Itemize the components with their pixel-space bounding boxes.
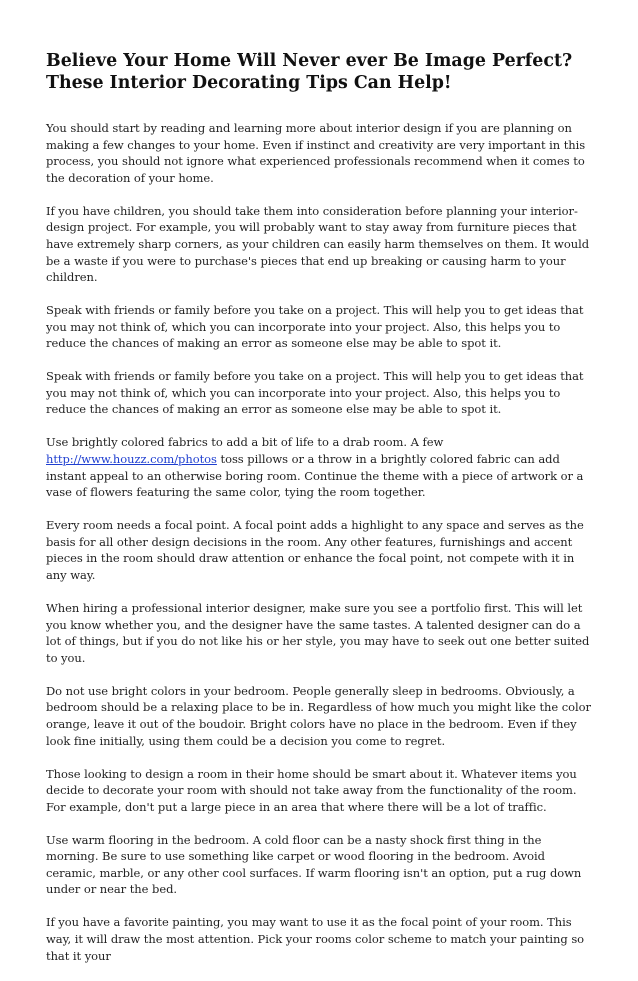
paragraph-fabrics-text-after: toss pillows or a throw in a brightly colored fabric can add instant appeal to an otherwise boring room. Continue the theme with a piece of artwork or a vase of flowers featuring the same color, tying the room together.	[46, 452, 584, 500]
paragraph-functionality: Those looking to design a room in their home should be smart about it. Whatever items you decide to decorate your room with should not take away from the functionality of the room. For example, don't put a large piece in an area that where there will be a lot of traffic.	[46, 766, 577, 814]
document-page	[46, 50, 594, 981]
paragraph-favorite-painting: If you have a favorite painting, you may want to use it as the focal point of your room. This way, it will draw the most attention. Pick your rooms color scheme to match your painting so that it your	[46, 915, 585, 963]
paragraph-friends-family: Speak with friends or family before you take on a project. This will help you to get ideas that you may not think of, which you can incorporate into your project. Also, this helps you to reduce the chances of making an error as someone else may be able to spot it.	[46, 303, 584, 351]
paragraph-portfolio: When hiring a professional interior designer, make sure you see a portfolio first. This will let you know whether you, and the designer have the same tastes. A talented designer can do a lot of things, but if you do not like his or her style, you may have to seek out one better suited to you.	[46, 601, 590, 665]
paragraph-fabrics-text-before: Use brightly colored fabrics to add a bit of life to a drab room. A few	[46, 435, 444, 450]
houzz-photos-link[interactable]: http://www.houzz.com/photos	[46, 452, 217, 467]
document-title: Believe Your Home Will Never ever Be Image Perfect? These Interior Decorating Tips Can Help!	[46, 51, 573, 93]
paragraph-children: If you have children, you should take them into consideration before planning your interior-design project. For example, you will probably want to stay away from furniture pieces that have extremely sharp corners, as your children can easily harm themselves on them. It would be a waste if you were to purchase's pieces that end up breaking or causing harm to your children.	[46, 203, 590, 285]
paragraph-warm-flooring: Use warm flooring in the bedroom. A cold floor can be a nasty shock first thing in the morning. Be sure to use something like carpet or wood flooring in the bedroom. Avoid ceramic, marble, or any other cool surfaces. If warm flooring isn't an option, put a rug down under or near the bed.	[46, 832, 582, 897]
paragraph-fabrics	[46, 434, 594, 500]
paragraph-focal-point: Every room needs a focal point. A focal point adds a highlight to any space and serves as the basis for all other design decisions in the room. Any other features, furnishings and accent pieces in the room should draw attention or enhance the focal point, not compete with it in any way.	[46, 518, 584, 583]
paragraph-intro: You should start by reading and learning more about interior design if you are planning on making a few changes to your home. Even if instinct and creativity are very important in this process, you should not ignore what experienced professionals recommend when it comes to the decoration of your home.	[46, 121, 586, 185]
paragraph-bedroom-colors: Do not use bright colors in your bedroom. People generally sleep in bedrooms. Obviously, a bedroom should be a relaxing place to be in. Regardless of how much you might like the color orange, leave it out of the boudoir. Bright colors have no place in the bedroom. Even if they look fine initially, using them could be a decision you come to regret.	[46, 683, 591, 748]
paragraph-friends-family-repeat: Speak with friends or family before you take on a project. This will help you to get ideas that you may not think of, which you can incorporate into your project. Also, this helps you to reduce the chances of making an error as someone else may be able to spot it.	[46, 369, 584, 417]
